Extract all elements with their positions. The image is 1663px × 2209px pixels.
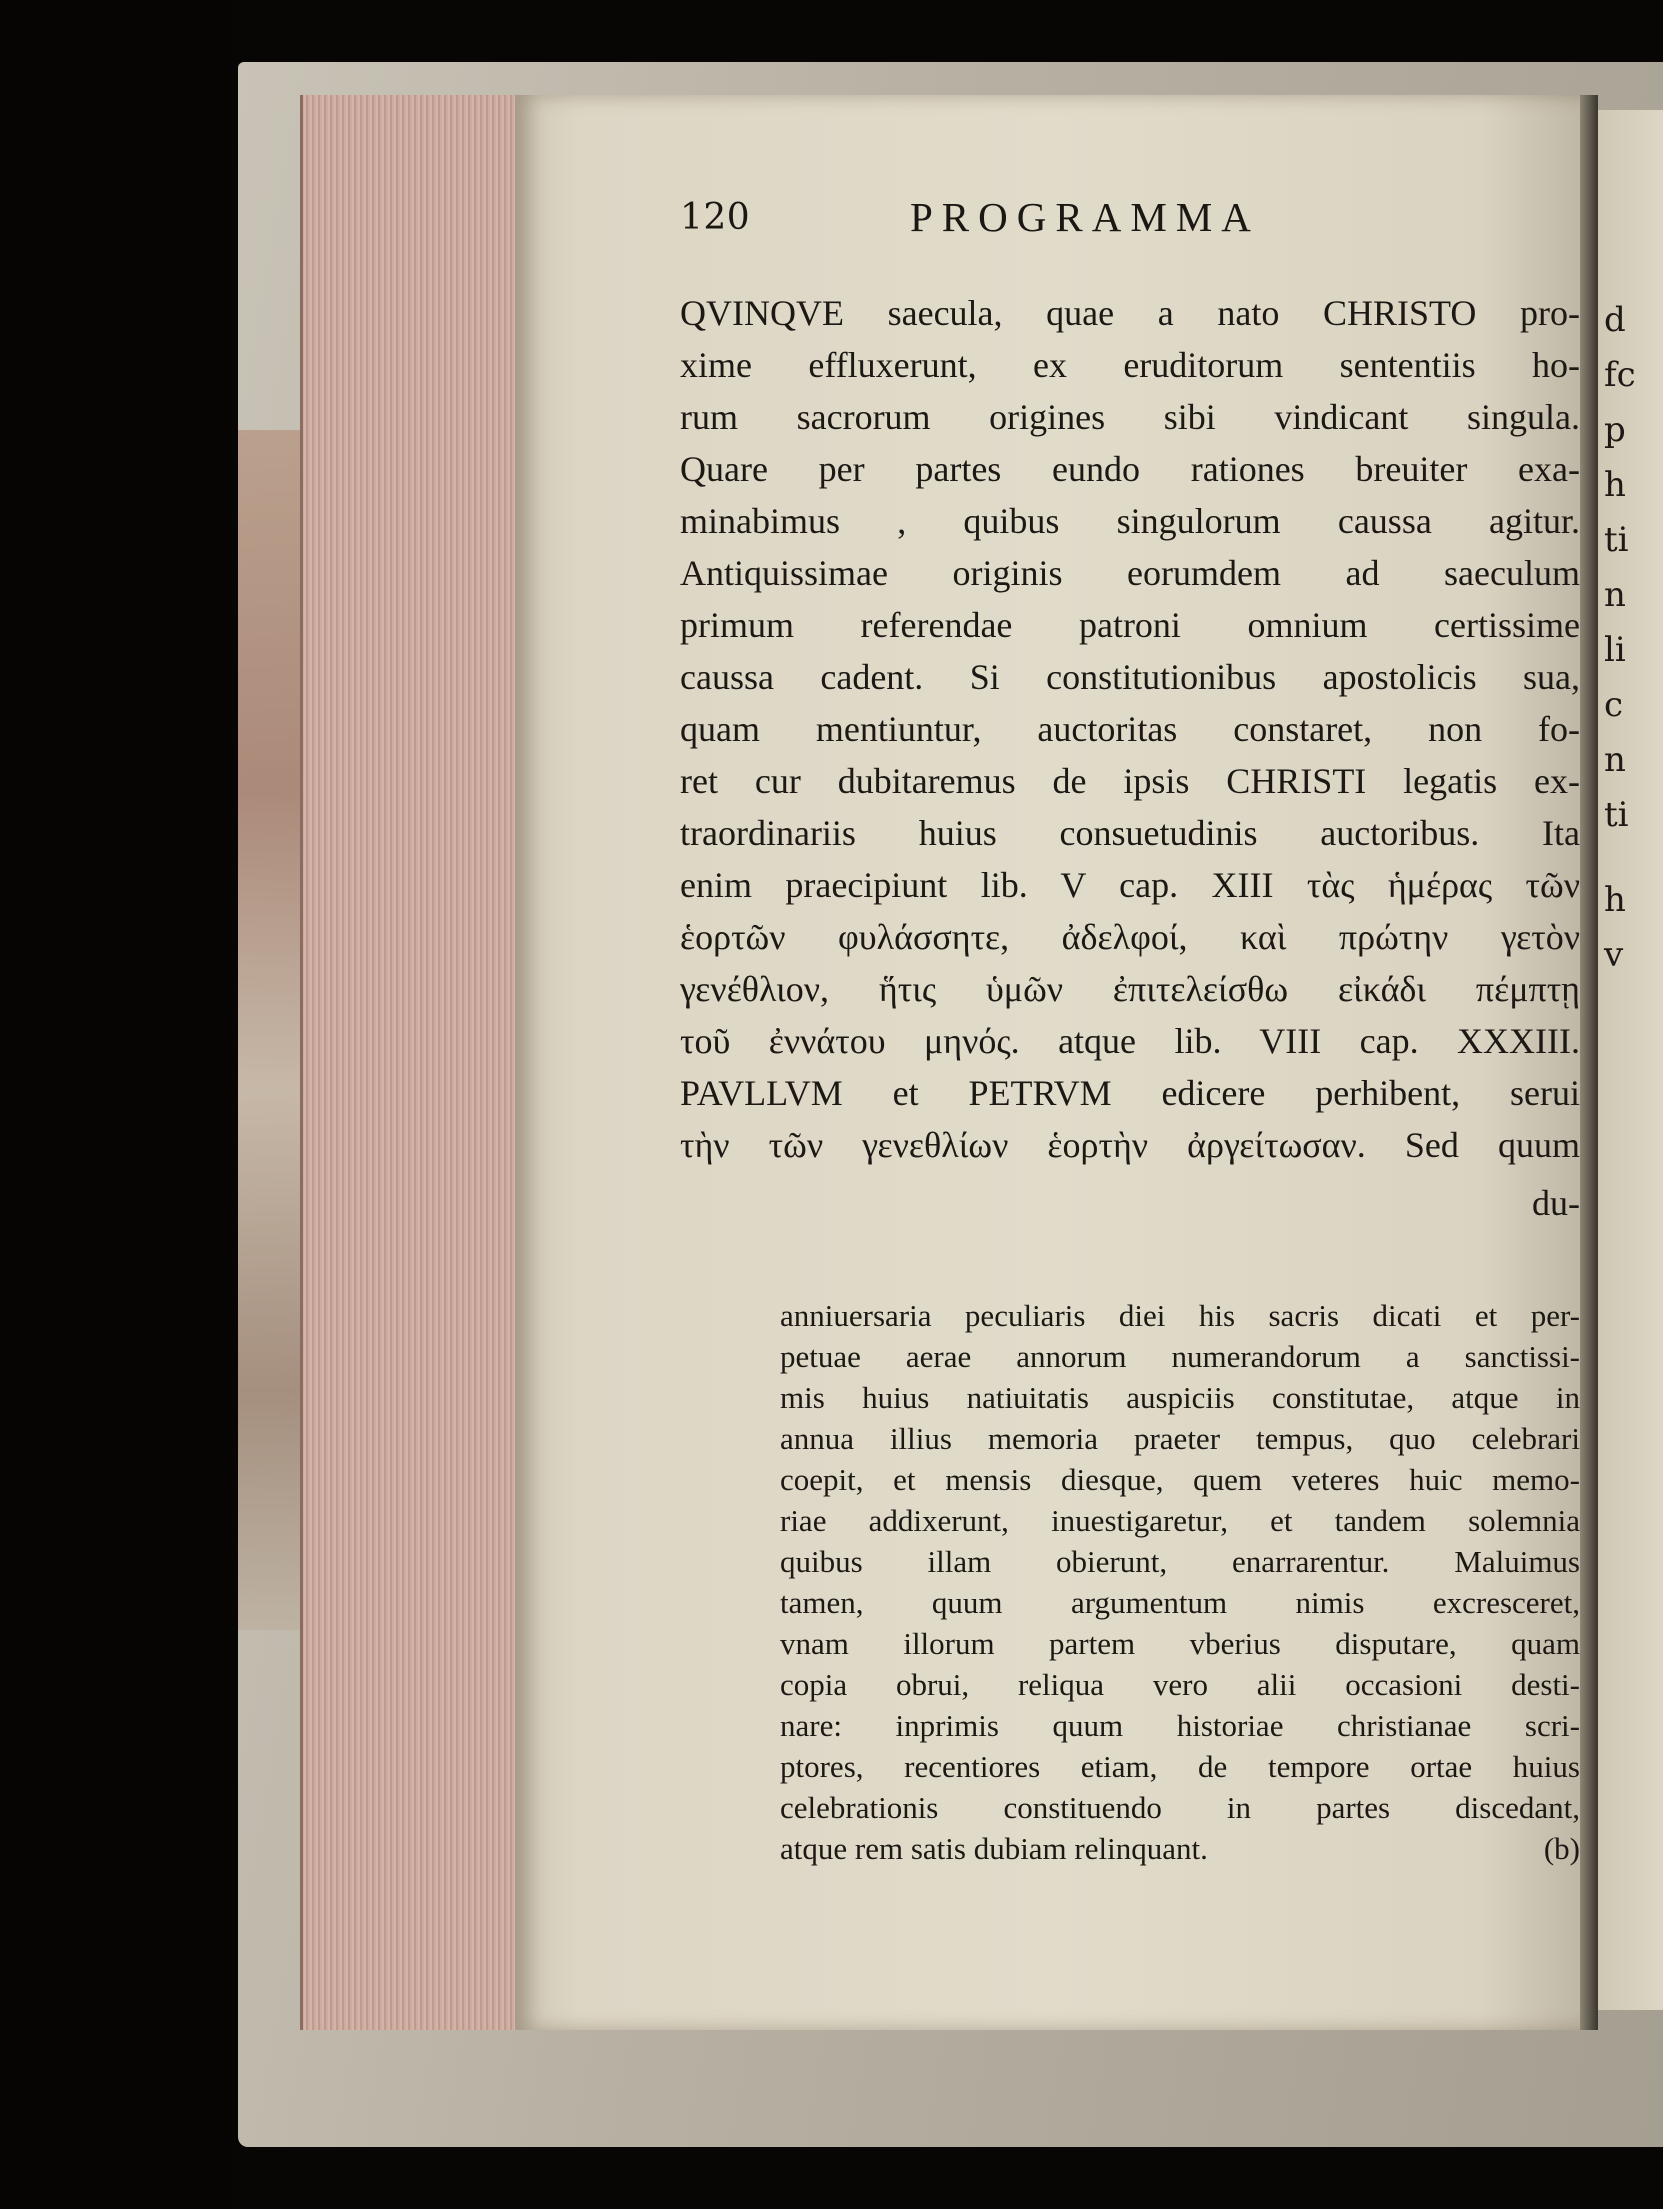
text-line: ret cur dubitaremus de ipsis CHRISTI legatis ex- — [680, 761, 1580, 801]
footnote-line: quibus illam obierunt, enarrarentur. Maluimus — [780, 1544, 1580, 1579]
footnote-line: ptores, recentiores etiam, de tempore ortae huius — [780, 1749, 1580, 1784]
footnote-line: annua illius memoria praeter tempus, quo celebrari — [780, 1421, 1580, 1456]
next-page-edge — [1598, 110, 1663, 2010]
text-line: QVINQVE saecula, quae a nato CHRISTO pro- — [680, 293, 1580, 333]
text-line: minabimus , quibus singulorum caussa agitur. — [680, 501, 1580, 541]
catchword: du- — [1532, 1183, 1580, 1223]
page-number: 120 — [680, 197, 751, 238]
next-page-fragment: h — [1604, 880, 1626, 920]
next-page-fragment: n — [1604, 740, 1626, 780]
text-line: enim praecipiunt lib. V cap. XIII τὰς ἡμέρας τῶν — [680, 865, 1580, 905]
next-page-fragment: li — [1604, 630, 1626, 670]
footnote-line: atque rem satis dubiam relinquant. — [780, 1831, 1208, 1866]
footnote-line: celebrationis constituendo in partes discedant, — [780, 1790, 1580, 1825]
text-line: ἑορτῶν φυλάσσητε, ἀδελφοί, καὶ πρώτην γετὸν — [680, 917, 1580, 957]
next-page-fragment: v — [1604, 935, 1624, 975]
text-line: γενέθλιον, ἥτις ὑμῶν ἐπιτελείσθω εἰκάδι πέμπτῃ — [680, 969, 1580, 1009]
next-page-fragment: ti — [1604, 520, 1629, 560]
book-gutter — [1580, 95, 1598, 2030]
text-line: xime effluxerunt, ex eruditorum sententiis ho- — [680, 345, 1580, 385]
page-edges — [300, 95, 518, 2030]
text-line: τοῦ ἐννάτου μηνός. atque lib. VIII cap. XXXIII. — [680, 1021, 1580, 1061]
text-line: primum referendae patroni omnium certissime — [680, 605, 1580, 645]
marbled-cover-edge — [238, 430, 308, 1630]
footnote-line: copia obrui, reliqua vero alii occasioni desti- — [780, 1667, 1580, 1702]
text-line: caussa cadent. Si constitutionibus apostolicis sua, — [680, 657, 1580, 697]
next-page-fragment: fc — [1604, 355, 1636, 395]
footnote-line: nare: inprimis quum historiae christianae scri- — [780, 1708, 1580, 1743]
next-page-fragment: d — [1604, 300, 1626, 340]
next-page-fragment: ti — [1604, 795, 1629, 835]
footnote-line: tamen, quum argumentum nimis excresceret, — [780, 1585, 1580, 1620]
footnote-line: coepit, et mensis diesque, quem veteres huic memo- — [780, 1462, 1580, 1497]
next-page-fragment: p — [1604, 410, 1626, 450]
footnote-line: anniuersaria peculiaris diei his sacris dicati et per- — [780, 1298, 1580, 1333]
text-line: Quare per partes eundo rationes breuiter exa- — [680, 449, 1580, 489]
footnote-line: petuae aerae annorum numerandorum a sanctissi- — [780, 1339, 1580, 1374]
next-page-fragment: h — [1604, 465, 1626, 505]
footnote-line: vnam illorum partem vberius disputare, quam — [780, 1626, 1580, 1661]
text-line: Antiquissimae originis eorumdem ad saeculum — [680, 553, 1580, 593]
footnote-marker: (b) — [1543, 1831, 1580, 1866]
footnote-line: mis huius natiuitatis auspiciis constitutae, atque in — [780, 1380, 1580, 1415]
footnote-line: riae addixerunt, inuestigaretur, et tandem solemnia — [780, 1503, 1580, 1538]
page-header — [680, 194, 1580, 247]
dark-background — [0, 0, 230, 2209]
text-line: traordinariis huius consuetudinis auctoribus. Ita — [680, 813, 1580, 853]
text-line: PAVLLVM et PETRVM edicere perhibent, serui — [680, 1073, 1580, 1113]
text-line: rum sacrorum origines sibi vindicant singula. — [680, 397, 1580, 437]
next-page-fragment: n — [1604, 575, 1626, 615]
text-line: quam mentiuntur, auctoritas constaret, non fo- — [680, 709, 1580, 749]
text-line: τὴν τῶν γενεθλίων ἑορτὴν ἀργείτωσαν. Sed quum — [680, 1125, 1580, 1165]
next-page-fragment: c — [1604, 685, 1624, 725]
running-title: PROGRAMMA — [910, 194, 1260, 240]
